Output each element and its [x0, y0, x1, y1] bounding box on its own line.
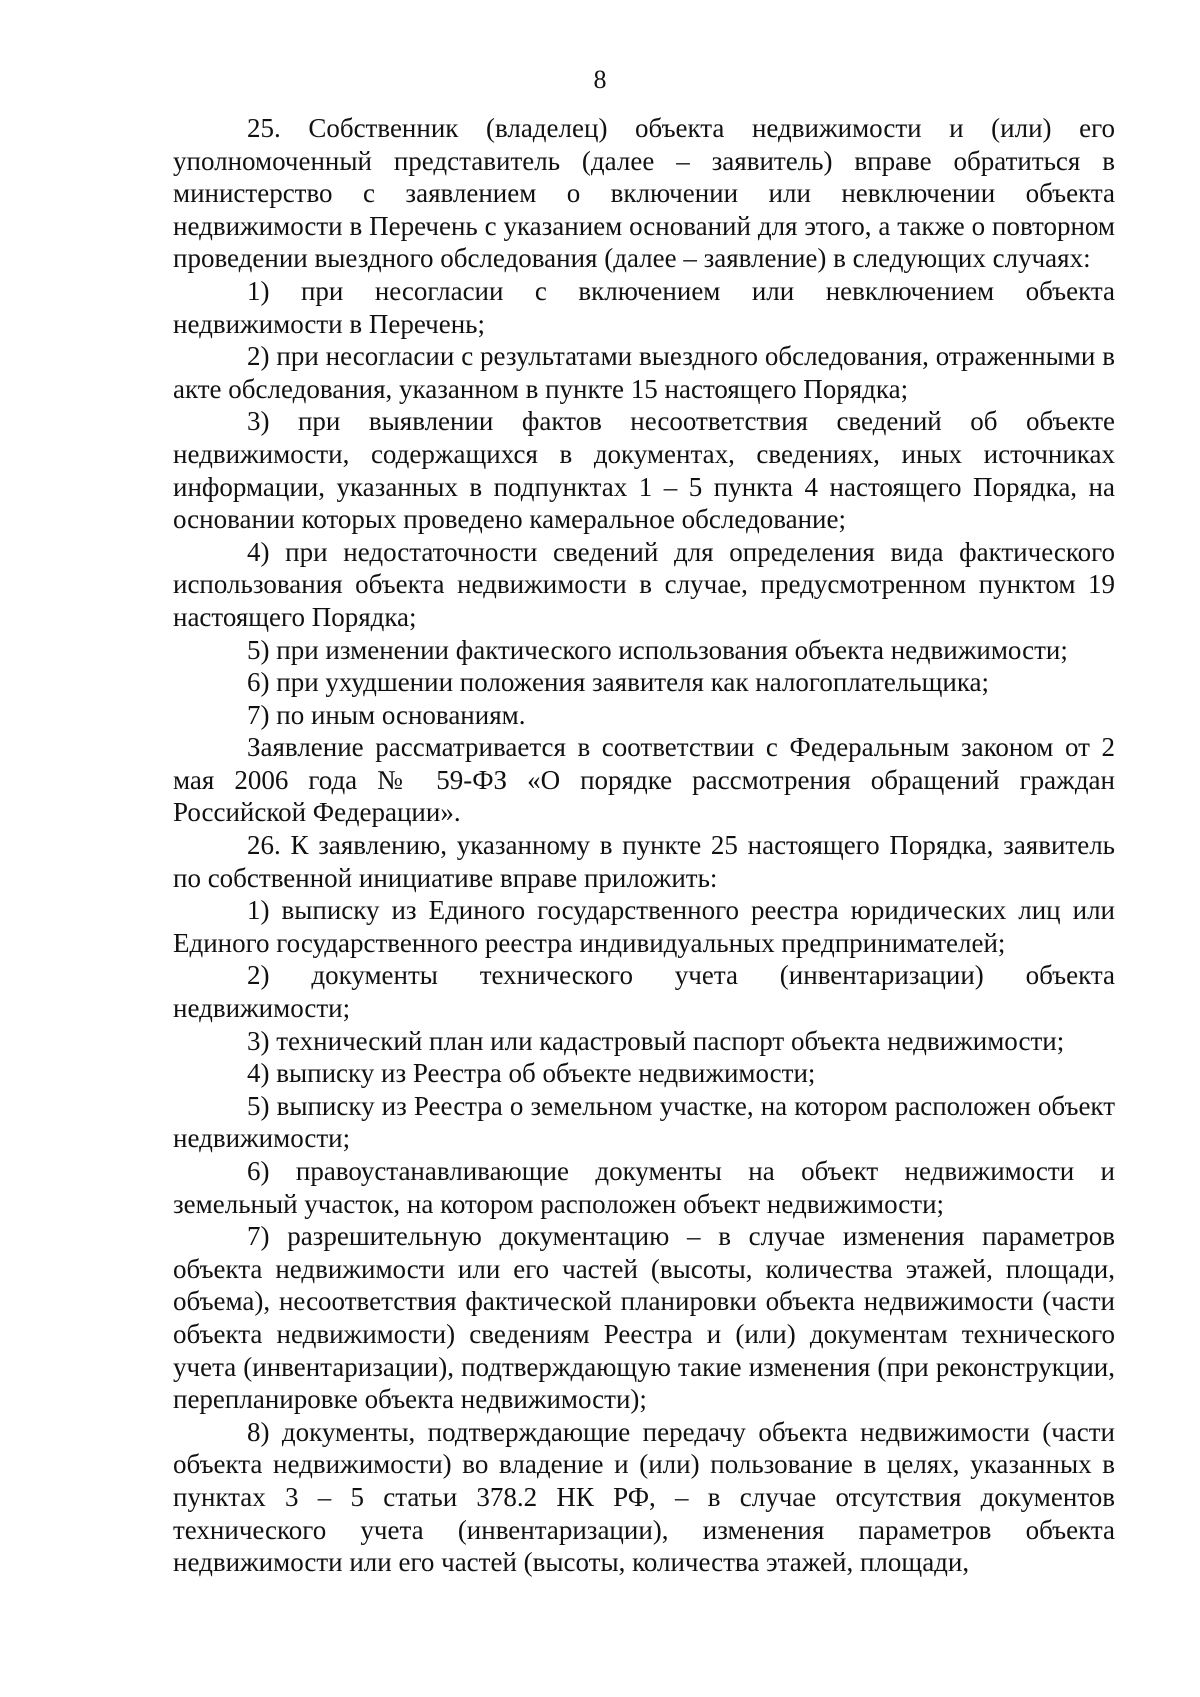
paragraph-statement-review: Заявление рассматривается в соответствии с Федеральным законом от 2 мая 2006 года № 59-ФЗ «О порядке рассмотрения обращений граждан Российской Федерации». [173, 732, 1115, 828]
list-item-25-6: 6) при ухудшении положения заявителя как налогоплательщика; [247, 667, 990, 698]
list-item-26-5: 5) выписку из Реестра о земельном участке, на котором расположен объект недвижимости; [173, 1090, 1115, 1154]
list-item-25-1: 1) при несогласии с включением или невключением объекта недвижимости в Перечень; [173, 275, 1115, 339]
list-item-25-4: 4) при недостаточности сведений для определения вида фактического использования объекта недвижимости в случае, предусмотренном пунктом 19 настоящего Порядка; [173, 536, 1115, 632]
page-number: 8 [593, 65, 607, 94]
list-item-25-3: 3) при выявлении фактов несоответствия сведений об объекте недвижимости, содержащихся в документах, сведениях, иных источниках информации, указанных в подпунктах 1 – 5 пункта 4 настоящего Порядка, на основании которых проведено камеральное обследование; [173, 406, 1115, 535]
paragraph-25: 25. Собственник (владелец) объекта недвижимости и (или) его уполномоченный представитель (далее – заявитель) вправе обратиться в министерство с заявлением о включении или невключении объекта недвижимости в Перечень с указанием оснований для этого, а также о повторном проведении выездного обследования (далее – заявление) в следующих случаях: [173, 113, 1115, 274]
list-item-25-7: 7) по иным основаниям. [247, 699, 526, 730]
list-item-25-5: 5) при изменении фактического использования объекта недвижимости; [247, 634, 1068, 665]
list-item-26-1: 1) выписку из Единого государственного реестра юридических лиц или Единого государственного реестра индивидуальных предпринимателей; [173, 895, 1115, 958]
list-item-25-2: 2) при несогласии с результатами выездного обследования, отраженными в акте обследования, указанном в пункте 15 настоящего Порядка; [173, 341, 1115, 404]
list-item-26-2: 2) документы технического учета (инвентаризации) объекта недвижимости; [173, 960, 1115, 1024]
paragraph-26: 26. К заявлению, указанному в пункте 25 настоящего Порядка, заявитель по собственной инициативе вправе приложить: [173, 830, 1115, 893]
list-item-26-4: 4) выписку из Реестра об объекте недвижимости; [247, 1058, 816, 1089]
list-item-26-8: 8) документы, подтверждающие передачу объекта недвижимости (части объекта недвижимости) во владение и (или) пользование в целях, указанных в пунктах 3 – 5 статьи 378.2 НК РФ, – в случае отсутствия документов технического учета (инвентаризации), изменения параметров объекта недвижимости или его частей (высоты, количества этажей, площади, [173, 1416, 1115, 1578]
document-body [173, 112, 1115, 1579]
list-item-26-6: 6) правоустанавливающие документы на объект недвижимости и земельный участок, на котором расположен объект недвижимости; [173, 1156, 1115, 1219]
list-item-26-3: 3) технический план или кадастровый паспорт объекта недвижимости; [247, 1025, 1065, 1056]
list-item-26-7: 7) разрешительную документацию – в случае изменения параметров объекта недвижимости или его частей (высоты, количества этажей, площади, объема), несоответствия фактической планировки объекта недвижимости (части объекта недвижимости) сведениям Реестра и (или) документам технического учета (инвентаризации), подтверждающую такие изменения (при реконструкции, перепланировке объекта недвижимости); [173, 1221, 1115, 1415]
